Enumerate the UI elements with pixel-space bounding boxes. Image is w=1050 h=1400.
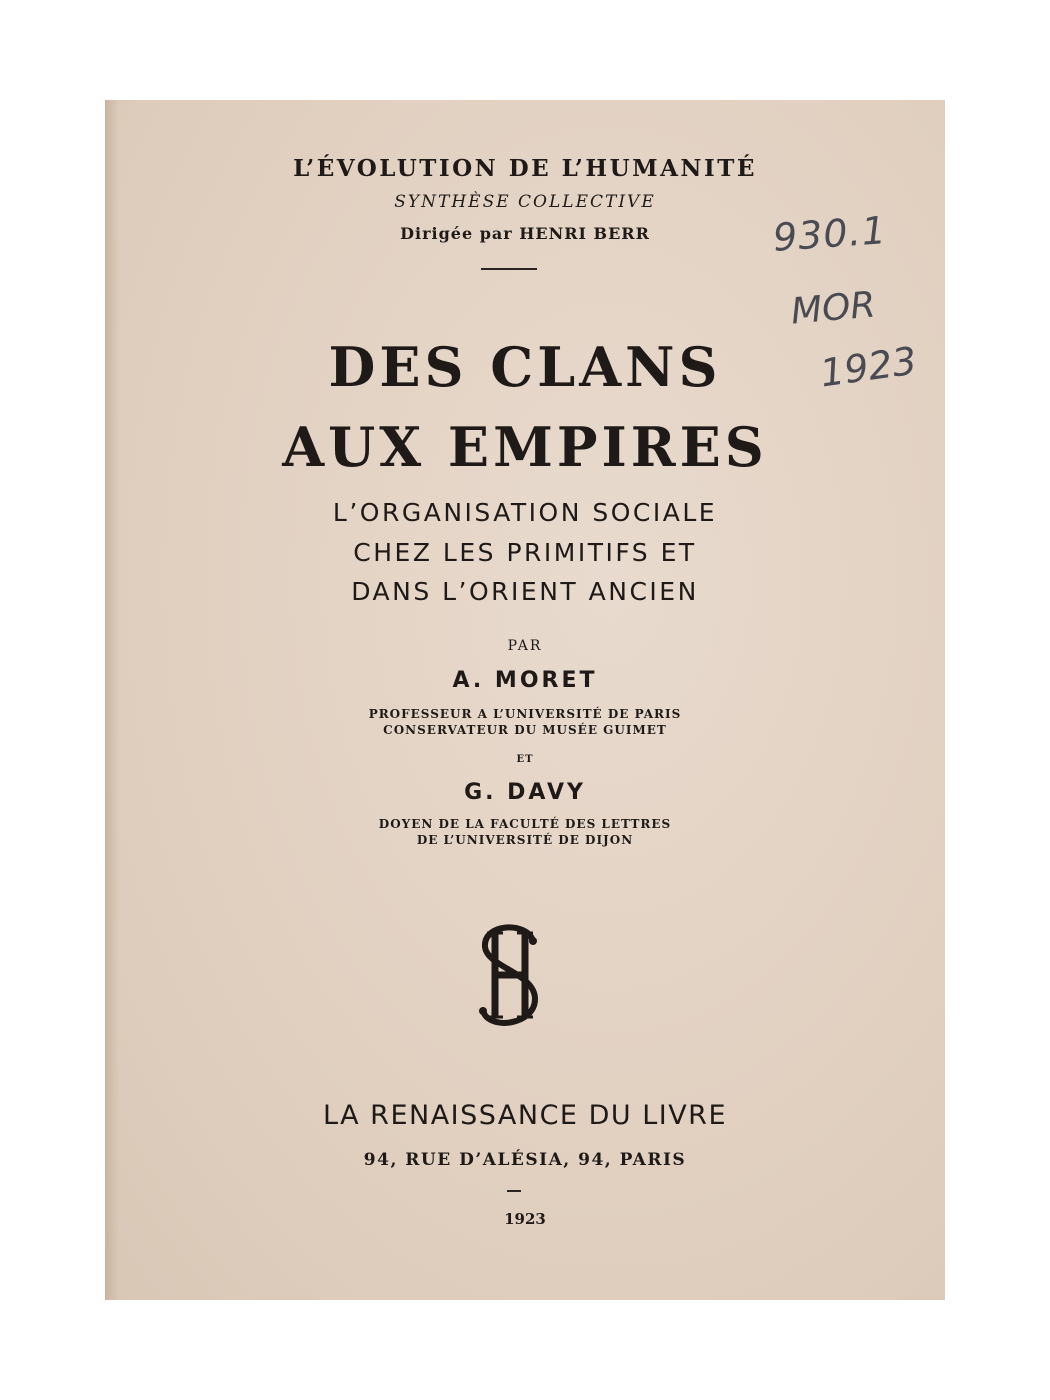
book-title-line-2: AUX EMPIRES (282, 415, 768, 479)
by-label: PAR (507, 638, 543, 654)
publication-year: 1923 (504, 1210, 546, 1228)
book-subtitle-line-2: CHEZ LES PRIMITIFS ET (353, 538, 697, 567)
title-page (105, 100, 945, 1300)
series-director: Dirigée par HENRI BERR (400, 224, 650, 243)
author-name: G. DAVY (464, 780, 586, 805)
author-affiliation: DOYEN DE LA FACULTÉ DES LETTRES (378, 817, 672, 831)
handwritten-call-number: MOR (789, 284, 878, 333)
series-title: L’ÉVOLUTION DE L’HUMANITÉ (293, 155, 757, 182)
author-affiliation: DE L’UNIVERSITÉ DE DIJON (416, 833, 634, 847)
author-name: A. MORET (452, 668, 598, 693)
divider-rule (507, 1190, 521, 1192)
handwritten-call-number: 1923 (817, 338, 920, 396)
publisher-address: 94, RUE D’ALÉSIA, 94, PARIS (363, 1150, 687, 1170)
series-subtitle: SYNTHÈSE COLLECTIVE (394, 192, 656, 212)
handwritten-call-number: 930.1 (771, 208, 889, 260)
book-subtitle-line-3: DANS L’ORIENT ANCIEN (351, 577, 699, 606)
book-subtitle-line-1: L’ORGANISATION SOCIALE (332, 498, 718, 527)
book-title-line-1: DES CLANS (328, 335, 722, 399)
and-label: ET (516, 754, 534, 765)
monogram-logo (465, 915, 555, 1035)
divider-rule (481, 268, 537, 270)
author-affiliation: CONSERVATEUR DU MUSÉE GUIMET (383, 723, 667, 737)
author-affiliation: PROFESSEUR A L’UNIVERSITÉ DE PARIS (368, 707, 682, 721)
publisher-name: LA RENAISSANCE DU LIVRE (322, 1100, 728, 1131)
